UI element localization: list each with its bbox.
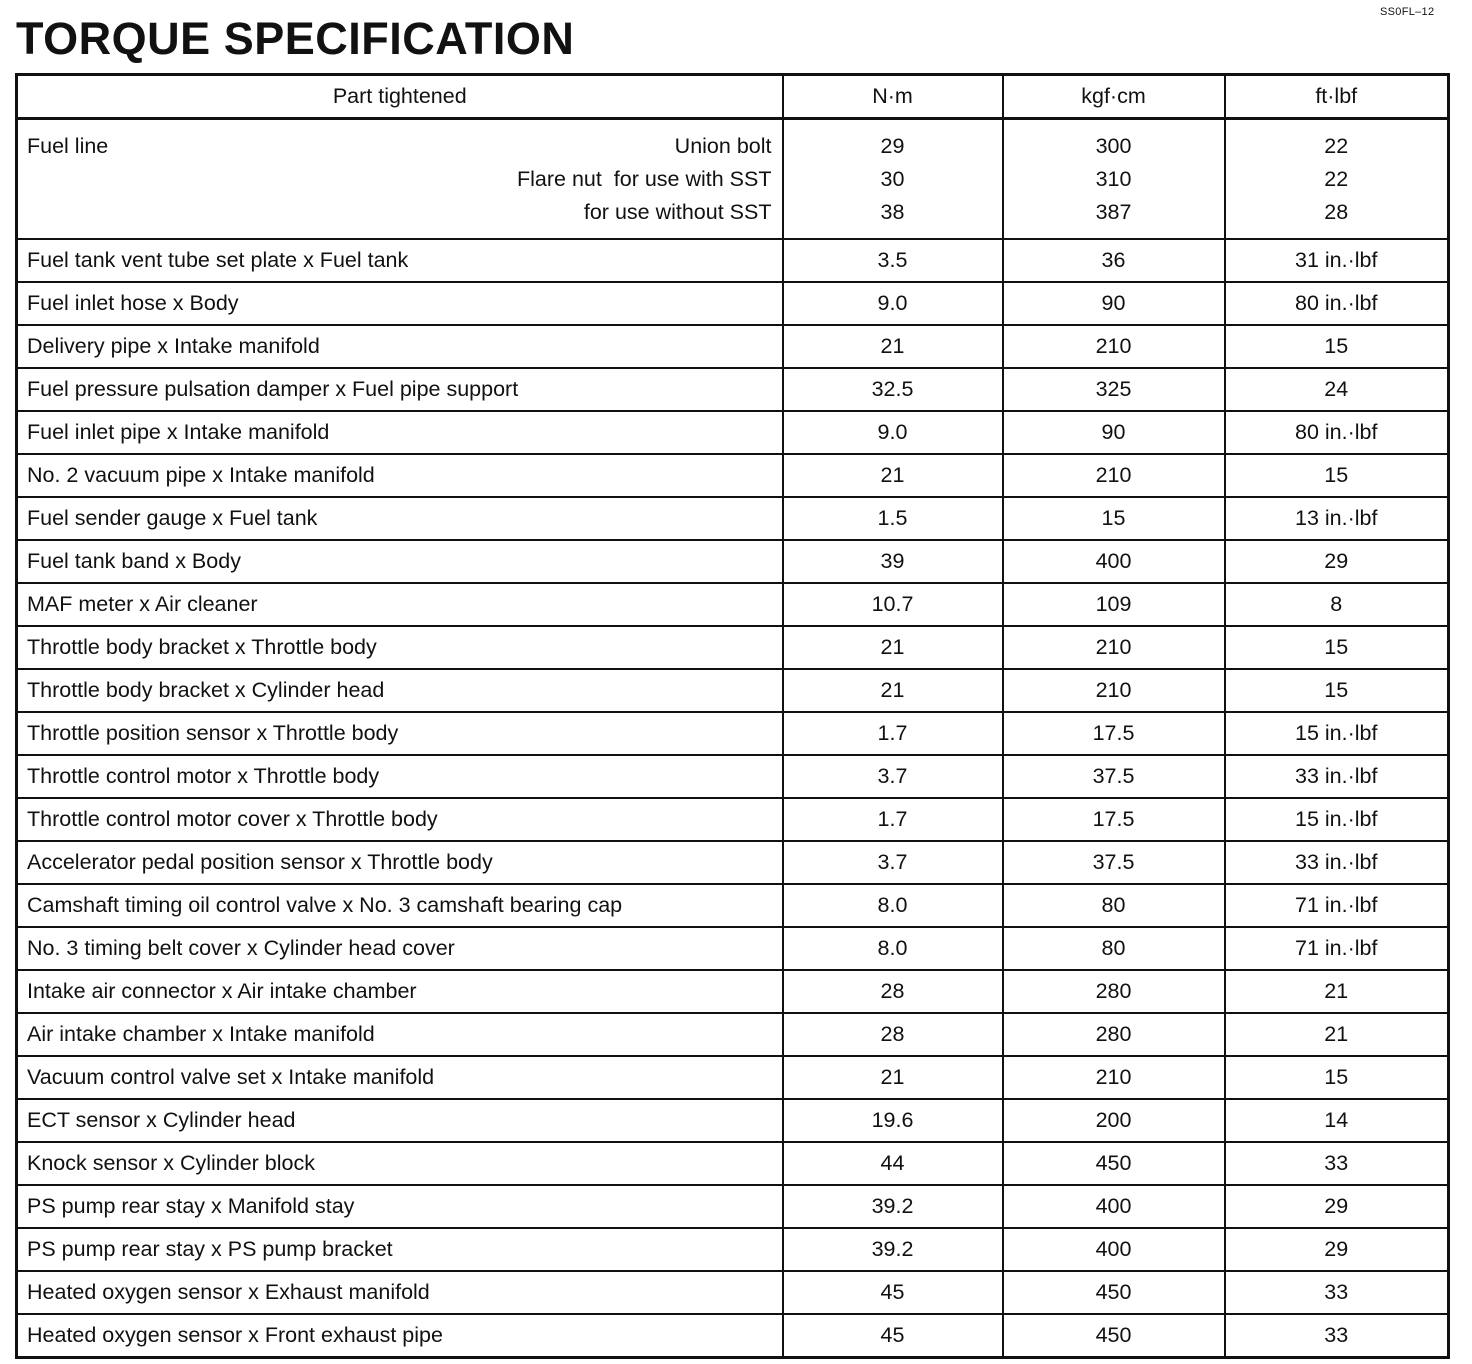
kgf-cell: 80 — [1003, 927, 1225, 970]
table-row — [17, 1228, 1449, 1271]
nm-cell: 45 — [783, 1314, 1003, 1358]
ftlbf-cell: 14 — [1225, 1099, 1449, 1142]
kgf-cell: 37.5 — [1003, 841, 1225, 884]
nm-cell: 3.5 — [783, 239, 1003, 282]
nm-cell: 3.7 — [783, 841, 1003, 884]
table-row — [17, 626, 1449, 669]
ftlbf-cell: 33 — [1225, 1271, 1449, 1314]
table-row — [17, 583, 1449, 626]
table-row — [17, 1142, 1449, 1185]
fuel-line-kgf: 387 — [1095, 200, 1132, 224]
part-cell: Fuel inlet hose x Body — [17, 282, 783, 325]
ftlbf-cell: 80 in.·lbf — [1225, 411, 1449, 454]
nm-cell: 39.2 — [783, 1228, 1003, 1271]
table-row — [17, 970, 1449, 1013]
nm-cell: 21 — [783, 1056, 1003, 1099]
table-row — [17, 1056, 1449, 1099]
nm-cell: 21 — [783, 454, 1003, 497]
nm-cell: 19.6 — [783, 1099, 1003, 1142]
part-cell: MAF meter x Air cleaner — [17, 583, 783, 626]
ftlbf-cell: 29 — [1225, 540, 1449, 583]
nm-cell: 21 — [783, 669, 1003, 712]
ftlbf-cell: 29 — [1225, 1228, 1449, 1271]
kgf-cell: 15 — [1003, 497, 1225, 540]
kgf-cell: 90 — [1003, 411, 1225, 454]
table-row — [17, 540, 1449, 583]
ftlbf-cell: 71 in.·lbf — [1225, 884, 1449, 927]
header-nm: N·m — [783, 75, 1003, 119]
nm-cell: 9.0 — [783, 282, 1003, 325]
ftlbf-cell: 15 — [1225, 669, 1449, 712]
kgf-cell: 36 — [1003, 239, 1225, 282]
torque-table — [15, 73, 1450, 1359]
fuel-line-kgf-cell — [1003, 119, 1225, 240]
kgf-cell: 17.5 — [1003, 798, 1225, 841]
nm-cell: 10.7 — [783, 583, 1003, 626]
kgf-cell: 17.5 — [1003, 712, 1225, 755]
ftlbf-cell: 15 — [1225, 454, 1449, 497]
fuel-line-nm-cell — [783, 119, 1003, 240]
table-header-row — [17, 75, 1449, 119]
table-row — [17, 1013, 1449, 1056]
fuel-line-nm: 29 — [880, 134, 905, 158]
kgf-cell: 210 — [1003, 325, 1225, 368]
part-cell: Air intake chamber x Intake manifold — [17, 1013, 783, 1056]
part-cell: Throttle control motor cover x Throttle body — [17, 798, 783, 841]
ftlbf-cell: 15 in.·lbf — [1225, 712, 1449, 755]
nm-cell: 1.5 — [783, 497, 1003, 540]
page-code: SS0FL–12 — [1380, 6, 1435, 18]
ftlbf-cell: 33 in.·lbf — [1225, 841, 1449, 884]
kgf-cell: 280 — [1003, 1013, 1225, 1056]
table-row — [17, 712, 1449, 755]
kgf-cell: 90 — [1003, 282, 1225, 325]
ftlbf-cell: 15 — [1225, 325, 1449, 368]
ftlbf-cell: 13 in.·lbf — [1225, 497, 1449, 540]
nm-cell: 45 — [783, 1271, 1003, 1314]
table-row — [17, 884, 1449, 927]
part-cell: Fuel sender gauge x Fuel tank — [17, 497, 783, 540]
part-cell: Delivery pipe x Intake manifold — [17, 325, 783, 368]
page-title: TORQUE SPECIFICATION — [16, 13, 575, 64]
kgf-cell: 400 — [1003, 1228, 1225, 1271]
fuel-line-kgf: 300 — [1095, 134, 1132, 158]
table-row — [17, 841, 1449, 884]
part-cell: Throttle position sensor x Throttle body — [17, 712, 783, 755]
part-cell: Fuel pressure pulsation damper x Fuel pipe support — [17, 368, 783, 411]
table-row — [17, 368, 1449, 411]
part-cell: Accelerator pedal position sensor x Throttle body — [17, 841, 783, 884]
table-row — [17, 497, 1449, 540]
part-cell: PS pump rear stay x PS pump bracket — [17, 1228, 783, 1271]
kgf-cell: 37.5 — [1003, 755, 1225, 798]
ftlbf-cell: 8 — [1225, 583, 1449, 626]
part-cell: Camshaft timing oil control valve x No. 3 camshaft bearing cap — [17, 884, 783, 927]
ftlbf-cell: 15 — [1225, 1056, 1449, 1099]
part-cell: ECT sensor x Cylinder head — [17, 1099, 783, 1142]
ftlbf-cell: 29 — [1225, 1185, 1449, 1228]
ftlbf-cell: 15 — [1225, 626, 1449, 669]
part-cell: Throttle control motor x Throttle body — [17, 755, 783, 798]
nm-cell: 21 — [783, 325, 1003, 368]
header-kgf: kgf·cm — [1003, 75, 1225, 119]
ftlbf-cell: 21 — [1225, 1013, 1449, 1056]
nm-cell: 21 — [783, 626, 1003, 669]
nm-cell: 8.0 — [783, 884, 1003, 927]
header-ftlbf: ft·lbf — [1225, 75, 1449, 119]
kgf-cell: 400 — [1003, 1185, 1225, 1228]
kgf-cell: 80 — [1003, 884, 1225, 927]
table-row — [17, 1099, 1449, 1142]
fuel-line-ftlbf: 22 — [1324, 134, 1349, 158]
kgf-cell: 325 — [1003, 368, 1225, 411]
nm-cell: 39 — [783, 540, 1003, 583]
table-row — [17, 798, 1449, 841]
nm-cell: 3.7 — [783, 755, 1003, 798]
ftlbf-cell: 21 — [1225, 970, 1449, 1013]
part-cell: Fuel tank vent tube set plate x Fuel tank — [17, 239, 783, 282]
kgf-cell: 450 — [1003, 1314, 1225, 1358]
fuel-line-ftlbf: 28 — [1324, 200, 1349, 224]
nm-cell: 1.7 — [783, 712, 1003, 755]
kgf-cell: 109 — [1003, 583, 1225, 626]
table-row — [17, 1185, 1449, 1228]
part-cell: Heated oxygen sensor x Exhaust manifold — [17, 1271, 783, 1314]
table-row — [17, 239, 1449, 282]
part-cell: Heated oxygen sensor x Front exhaust pipe — [17, 1314, 783, 1358]
nm-cell: 28 — [783, 970, 1003, 1013]
kgf-cell: 210 — [1003, 626, 1225, 669]
part-cell: No. 3 timing belt cover x Cylinder head cover — [17, 927, 783, 970]
ftlbf-cell: 31 in.·lbf — [1225, 239, 1449, 282]
table-row — [17, 1271, 1449, 1314]
fuel-line-ftlbf-cell — [1225, 119, 1449, 240]
fuel-line-sub-label: Union bolt — [674, 134, 772, 158]
part-cell: Fuel inlet pipe x Intake manifold — [17, 411, 783, 454]
header-part: Part tightened — [17, 75, 783, 119]
part-cell: PS pump rear stay x Manifold stay — [17, 1185, 783, 1228]
nm-cell: 44 — [783, 1142, 1003, 1185]
part-cell: Intake air connector x Air intake chamber — [17, 970, 783, 1013]
table-row — [17, 454, 1449, 497]
nm-cell: 32.5 — [783, 368, 1003, 411]
table-row — [17, 282, 1449, 325]
kgf-cell: 210 — [1003, 1056, 1225, 1099]
ftlbf-cell: 15 in.·lbf — [1225, 798, 1449, 841]
nm-cell: 8.0 — [783, 927, 1003, 970]
table-row — [17, 411, 1449, 454]
nm-cell: 28 — [783, 1013, 1003, 1056]
ftlbf-cell: 33 — [1225, 1314, 1449, 1358]
ftlbf-cell: 71 in.·lbf — [1225, 927, 1449, 970]
part-cell: Fuel tank band x Body — [17, 540, 783, 583]
table-row — [17, 669, 1449, 712]
nm-cell: 1.7 — [783, 798, 1003, 841]
kgf-cell: 450 — [1003, 1271, 1225, 1314]
kgf-cell: 210 — [1003, 454, 1225, 497]
kgf-cell: 210 — [1003, 669, 1225, 712]
part-cell: Throttle body bracket x Cylinder head — [17, 669, 783, 712]
fuel-line-row — [17, 119, 1449, 240]
fuel-line-sub-label: for use without SST — [583, 200, 772, 224]
kgf-cell: 280 — [1003, 970, 1225, 1013]
nm-cell: 9.0 — [783, 411, 1003, 454]
fuel-line-ftlbf: 22 — [1324, 167, 1349, 191]
part-cell: No. 2 vacuum pipe x Intake manifold — [17, 454, 783, 497]
fuel-line-kgf: 310 — [1095, 167, 1132, 191]
ftlbf-cell: 33 in.·lbf — [1225, 755, 1449, 798]
ftlbf-cell: 80 in.·lbf — [1225, 282, 1449, 325]
kgf-cell: 450 — [1003, 1142, 1225, 1185]
fuel-line-label: Fuel line — [27, 134, 109, 158]
fuel-line-part-cell — [17, 119, 783, 240]
ftlbf-cell: 24 — [1225, 368, 1449, 411]
table-row — [17, 325, 1449, 368]
part-cell: Vacuum control valve set x Intake manifold — [17, 1056, 783, 1099]
table-row — [17, 755, 1449, 798]
part-cell: Throttle body bracket x Throttle body — [17, 626, 783, 669]
table-row — [17, 927, 1449, 970]
nm-cell: 39.2 — [783, 1185, 1003, 1228]
table-row — [17, 1314, 1449, 1358]
kgf-cell: 400 — [1003, 540, 1225, 583]
fuel-line-nm: 30 — [880, 167, 905, 191]
part-cell: Knock sensor x Cylinder block — [17, 1142, 783, 1185]
fuel-line-sub-label: Flare nut for use with SST — [516, 167, 772, 191]
kgf-cell: 200 — [1003, 1099, 1225, 1142]
fuel-line-nm: 38 — [880, 200, 905, 224]
ftlbf-cell: 33 — [1225, 1142, 1449, 1185]
